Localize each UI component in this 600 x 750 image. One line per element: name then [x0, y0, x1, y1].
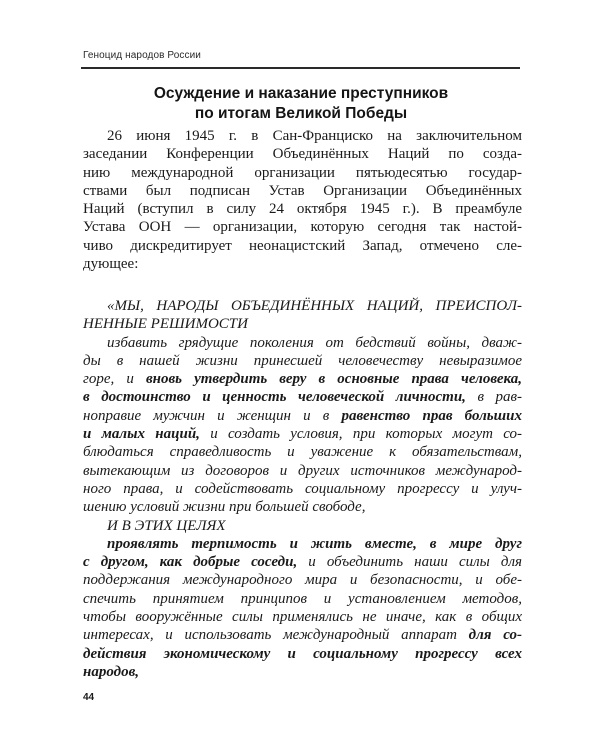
section-heading — [83, 84, 519, 124]
quote-line: ного права, и содействовать социальному прогрессу и улуч- — [83, 480, 522, 497]
quote-line — [83, 407, 522, 425]
page-number: 44 — [83, 692, 95, 703]
intro-paragraph — [83, 127, 522, 273]
quote-line: «МЫ, НАРОДЫ ОБЪЕДИНЁННЫХ НАЦИЙ, ПРЕИСПОЛ- — [107, 298, 522, 314]
header-rule — [81, 67, 520, 69]
quote-line: действия экономическому и социальному прогрессу всех — [83, 645, 522, 662]
text-line: дующее: — [83, 256, 139, 273]
quote-segment: ноправие мужчин и женщин и в — [83, 407, 342, 424]
text-line: нию международной организации пятьюдесятью государ- — [83, 164, 522, 181]
quote-segment: интересах, и использовать международный аппарат — [83, 627, 469, 644]
quote-segment: горе, и — [83, 371, 146, 388]
quote-segment: и объединить наши силы для — [297, 554, 523, 571]
quote-line: блюдаться справедливость и уважение к обязательствам, — [83, 444, 522, 461]
quote-line: спечить принятием принципов и установлением методов, — [83, 590, 522, 607]
quote-emphasis: с другом, как добрые соседи, — [83, 554, 298, 571]
quote-line: шению условий жизни при большей свободе, — [83, 499, 366, 516]
heading-line-2: по итогам Великой Победы — [194, 105, 408, 122]
quote-line — [83, 370, 522, 388]
quote-line: проявлять терпимость и жить вместе, в мире друг — [107, 535, 522, 552]
quote-line: народов, — [83, 663, 140, 680]
quote-line — [83, 553, 522, 571]
running-header: Геноцид народов России — [83, 50, 201, 61]
quote-line: вытекающим из договоров и других источников международ- — [83, 462, 522, 479]
text-line: чиво дискредитирует неонацистский Запад, отмечено сле- — [83, 237, 522, 254]
quote-emphasis: вновь утвердить веру в основные права человека, — [145, 371, 522, 388]
quote-line: НЕННЫЕ РЕШИМОСТИ — [83, 316, 248, 333]
text-line: Устава ООН — организации, которую сегодня так настой- — [83, 219, 522, 236]
quote-line: поддержания международного мира и безопасности, и обе- — [83, 572, 522, 589]
quote-line: чтобы вооружённые силы применялись не иначе, как в общих — [83, 609, 522, 626]
text-line: заседании Конференции Объединённых Наций по созда- — [83, 146, 522, 163]
quote-line — [83, 626, 522, 644]
quote-line: избавить грядущие поколения от бедствий войны, дваж- — [107, 334, 522, 351]
quote-line — [83, 388, 522, 406]
text-line: 26 июня 1945 г. в Сан-Франциско на заключительном — [107, 128, 522, 144]
text-line: Наций (вступил в силу 24 октября 1945 г.). В преамбуле — [83, 201, 522, 218]
charter-quote — [83, 297, 522, 681]
quote-emphasis: и малых наций, — [83, 426, 200, 443]
text-line: ствами был подписан Устав Организации Объединённых — [83, 182, 522, 199]
quote-emphasis: для со- — [468, 627, 522, 644]
quote-segment: и создать условия, при которых могут со- — [199, 426, 523, 443]
heading-line-1: Осуждение и наказание преступников — [153, 85, 449, 102]
quote-emphasis: равенство прав больших — [341, 407, 522, 424]
quote-segment: в рав- — [465, 389, 522, 406]
quote-line: И В ЭТИХ ЦЕЛЯХ — [107, 517, 226, 534]
quote-emphasis: в достоинство и ценность человеческой личности, — [83, 389, 466, 406]
quote-line — [83, 425, 522, 443]
quote-line: ды в нашей жизни принесшей человечеству невыразимое — [83, 352, 522, 369]
